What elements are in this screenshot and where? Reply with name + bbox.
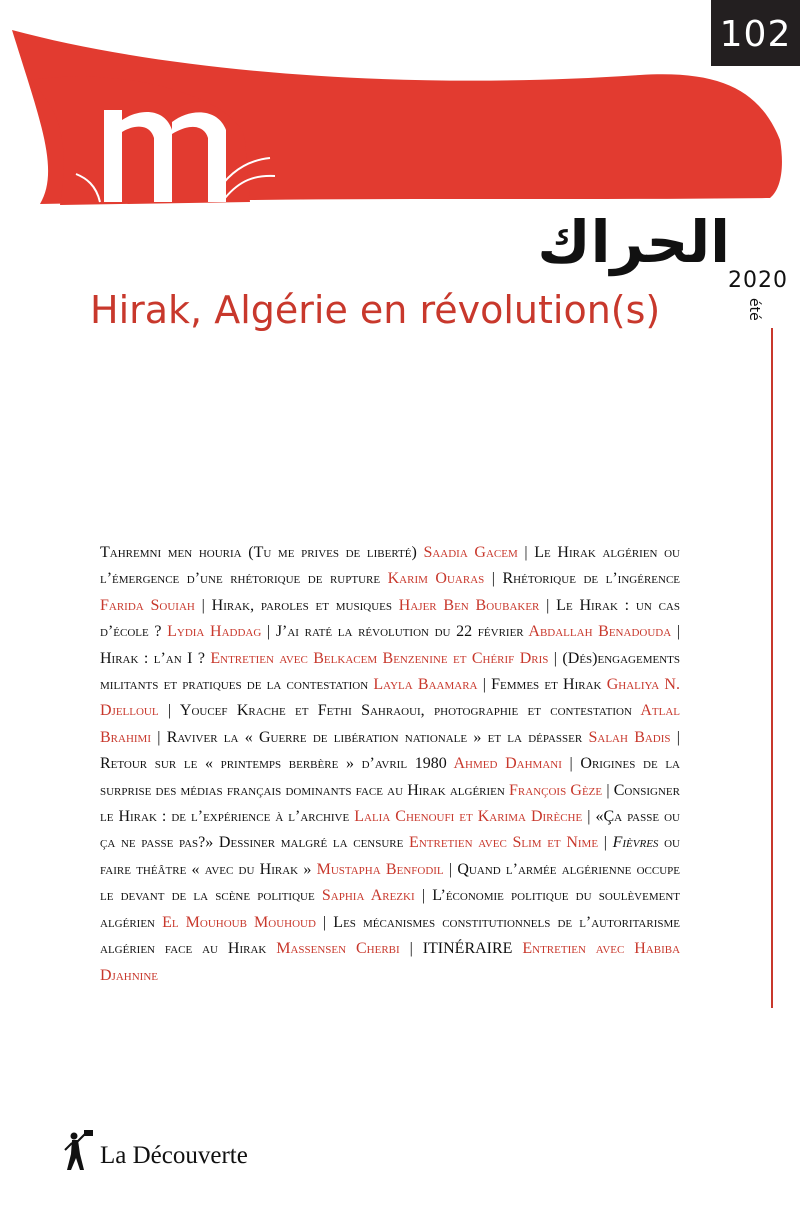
contents-author: Lalia Chenoufi et Karima Dirèche	[354, 808, 583, 826]
contents-author: Ahmed Dahmani	[453, 755, 562, 773]
contents-text: | Raviver la « Guerre de libération nationale » et la dépasser	[151, 728, 589, 746]
contents-author: François Gèze	[509, 781, 603, 799]
contents-author: El Mouhoub Mouhoud	[162, 913, 316, 931]
contents-text: | Origines de la surprise des médias français dominants face au Hirak algérien	[100, 755, 680, 799]
contents-text: |	[399, 940, 423, 958]
contents-author: Ghaliya N. Djelloul	[100, 676, 680, 720]
contents-author: Entretien avec Habiba Djahnine	[100, 940, 681, 984]
contents-author: Hajer Ben Boubaker	[398, 596, 540, 614]
contents-text: | Femmes et Hirak	[477, 676, 607, 694]
contents-text: | «Ça passe ou ça ne passe pas?» Dessiner malgré la censure	[100, 808, 680, 852]
contents-text: | (Dés)engagements militants et pratiques de la contestation	[100, 649, 680, 694]
contents-text: | J’ai raté la révolution du 22 février	[261, 623, 529, 641]
issue-season: été	[746, 298, 762, 321]
contents-text	[512, 940, 522, 957]
contents-author: Atlal Brahimi	[100, 702, 680, 746]
contents-author: Farida Souiah	[100, 596, 195, 614]
contents-text: ou faire théâtre « avec du Hirak »	[100, 834, 681, 878]
arabic-title: الحراك	[537, 208, 730, 276]
issue-number: 102	[711, 0, 800, 66]
issue-year: 2020	[728, 268, 788, 293]
contents-text: | Les mécanismes constitutionnels de l’autoritarisme algérien face au Hirak	[100, 913, 680, 958]
contents-text: | Quand l’armée algérienne occupe le devant de la scène politique	[100, 860, 680, 905]
contents-author: Karim Ouaras	[387, 570, 485, 588]
contents-author: Salah Badis	[588, 728, 671, 746]
contents-text: | Consigner le Hirak : de l’expérience à l’archive	[100, 781, 680, 826]
issue-title: Hirak, Algérie en révolution(s)	[90, 288, 661, 332]
contents-text: | Rhétorique de l’ingérence	[484, 570, 680, 588]
table-of-contents	[100, 540, 680, 989]
contents-text: | Le Hirak : un cas d’école ?	[100, 596, 680, 641]
contents-text: | Retour sur le « printemps berbère » d’avril 1980	[100, 728, 680, 773]
contents-author: Layla Baamara	[373, 676, 478, 694]
contents-author: Lydia Haddag	[167, 623, 262, 641]
contents-text: Fièvres	[612, 834, 659, 852]
contents-author: Massensen Cherbi	[276, 940, 400, 958]
contents-text: | L’économie politique du soulèvement algérien	[100, 887, 680, 931]
contents-text: | Le Hirak algérien ou l’émergence d’une rhétorique de rupture	[100, 544, 681, 588]
contents-text: | Hirak, paroles et musiques	[194, 596, 399, 614]
contents-author: Entretien avec Belkacem Benzenine et Chérif Dris	[210, 649, 549, 667]
contents-author: Mustapha Benfodil	[316, 860, 444, 878]
figure-with-flag-icon	[60, 1130, 94, 1172]
contents-author: Abdallah Benadouda	[528, 623, 672, 641]
contents-text: Tahremni men houria (Tu me prives de liberté)	[100, 544, 424, 561]
contents-text: | Hirak : l’an I ?	[100, 623, 681, 667]
contents-author: Entretien avec Slim et Nime	[409, 834, 599, 852]
contents-author: Saadia Gacem	[423, 544, 518, 561]
publisher-name: La Découverte	[100, 1142, 248, 1169]
vertical-rule	[771, 328, 773, 1008]
contents-text: ITINÉRAIRE	[422, 940, 513, 958]
mouvements-logo	[0, 20, 800, 230]
contents-author: Saphia Arezki	[321, 887, 415, 905]
contents-text: | Youcef Krache et Fethi Sahraoui, photographie et contestation	[158, 702, 641, 720]
contents-text: |	[598, 834, 613, 852]
